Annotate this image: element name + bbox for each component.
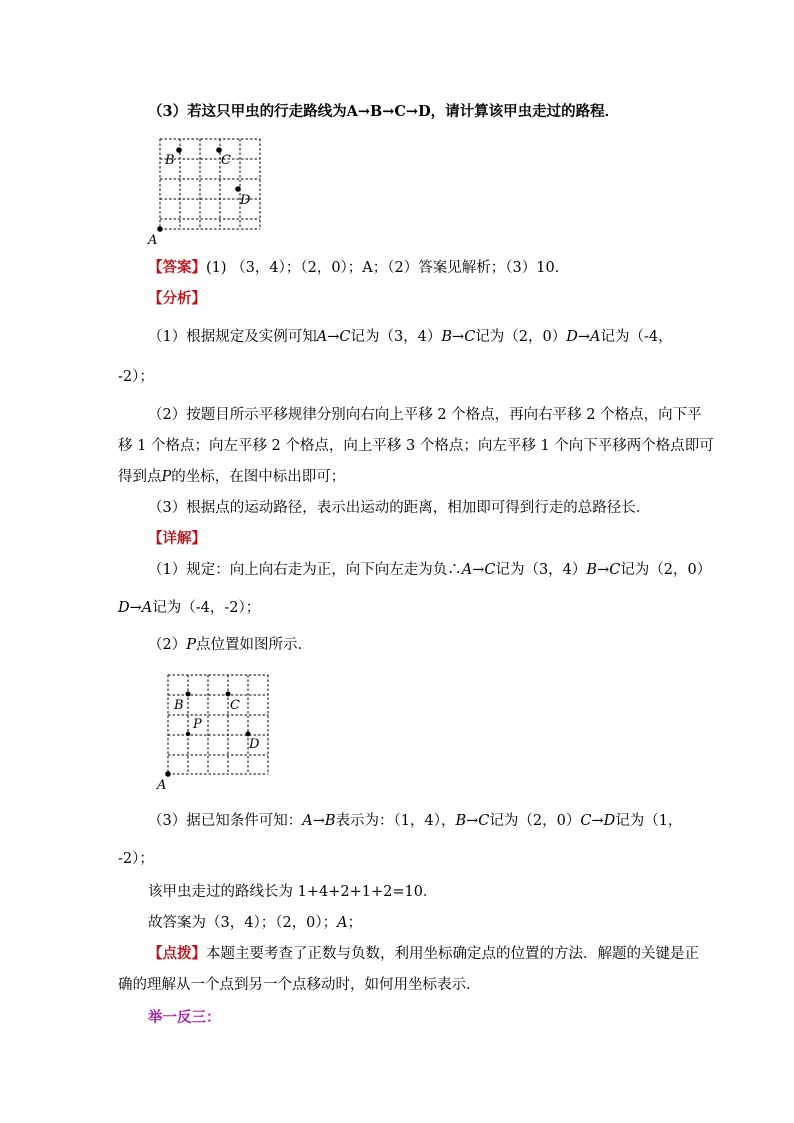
detail-line1: [148, 560, 711, 580]
detail-line7: [148, 913, 362, 933]
analysis-p2-text: 得到点: [118, 469, 162, 485]
detail-l4-ab: A→B: [302, 813, 336, 829]
detail-l4-cd-value: 记为（1，: [615, 813, 683, 829]
analysis-p2-text-end: 的坐标，在图中标出即可；: [171, 469, 346, 485]
grid-figure-1: [145, 130, 285, 250]
detail-l2-da: D→A: [118, 600, 153, 616]
section-heading: 举一反三：: [148, 1009, 221, 1026]
detail-line5: -2）；: [118, 851, 154, 867]
label-b: B: [165, 153, 175, 168]
analysis-p2-line3: [118, 467, 345, 487]
detail-l7-end: ；: [347, 915, 363, 931]
answer-line: [148, 258, 569, 278]
tip-line2: 确的理解从一个点到另一个点移动时，如何用坐标表示．: [118, 977, 481, 993]
detail-l2-da-value: 记为（-4，-2）；: [152, 600, 261, 616]
analysis-p2-line1: （2）按题目所示平移规律分别向右向上平移 2 个格点，再向右平移 2 个格点，向下平: [148, 407, 702, 423]
label-b: B: [174, 698, 184, 713]
point-d: [235, 186, 241, 192]
answer-tag: 【答案】: [148, 259, 206, 276]
detail-tag: 【详解】: [148, 530, 206, 547]
analysis-p1-ac-value: 记为（3，4）: [350, 329, 442, 345]
point-c: [216, 147, 222, 153]
analysis-p1-bc-value: 记为（2，0）: [475, 329, 567, 345]
detail-l3-num: （2）: [148, 637, 187, 653]
label-p: P: [193, 717, 202, 732]
point-b: [186, 692, 191, 697]
detail-l1-ac-value: 记为（3，4）: [495, 562, 587, 578]
detail-l1-bc-value: 记为（2，0）: [620, 562, 712, 578]
detail-line3: [148, 635, 312, 655]
detail-l1-ac: A→C: [461, 562, 496, 578]
label-c: C: [230, 698, 240, 713]
analysis-p1-da-value: 记为（-4，: [600, 329, 673, 345]
detail-l7-a: A: [337, 915, 348, 931]
label-d: D: [240, 193, 251, 208]
label-a: A: [157, 778, 167, 793]
detail-line2: [118, 598, 260, 618]
detail-l4-bc: B→C: [455, 813, 490, 829]
point-p: [186, 732, 190, 736]
detail-line6: 该甲虫走过的路线长为 1+4+2+1+2=10．: [148, 884, 438, 900]
analysis-p1: [148, 327, 673, 347]
detail-l4-cd: C→D: [580, 813, 616, 829]
label-d: D: [249, 737, 260, 752]
question-3: （3）若这只甲虫的行走路线为A→B→C→D，请计算该甲虫走过的路程．: [148, 103, 620, 120]
tip-text: 本题主要考查了正数与负数，利用坐标确定点的位置的方法．解题的关键是正: [206, 946, 699, 962]
analysis-p1-ac: A→C: [316, 329, 351, 345]
tip-tag: 【点拨】: [148, 945, 206, 962]
detail-l7-text: 故答案为（3，4）；（2，0）；: [148, 915, 338, 931]
detail-l3-point: P: [186, 637, 196, 653]
point-c: [226, 692, 231, 697]
analysis-p1-bc: B→C: [441, 329, 476, 345]
detail-line4: [148, 811, 682, 831]
analysis-p1-text: （1）根据规定及实例可知: [148, 329, 317, 345]
detail-l4-ab-value: 表示为：（1，4），: [335, 813, 456, 829]
detail-l1-text: （1）规定：向上向右走为正，向下向左走为负∴: [148, 562, 462, 578]
detail-l4-text: （3）据已知条件可知：: [148, 813, 303, 829]
label-a: A: [148, 233, 158, 248]
point-b: [176, 147, 182, 153]
analysis-p1-cont: -2）；: [118, 369, 154, 385]
analysis-p2-point: P: [161, 469, 172, 485]
detail-l1-bc: B→C: [586, 562, 621, 578]
point-a: [165, 771, 171, 777]
tip-line1: [148, 944, 699, 964]
analysis-p2-line2: 移 1 个格点；向左平移 2 个格点，向上平移 3 个格点；向左平移 1 个向下平移两个格点即可: [118, 438, 714, 454]
analysis-p1-da: D→A: [566, 329, 601, 345]
point-d: [246, 732, 251, 737]
grid-figure-2: [155, 670, 295, 795]
label-c: C: [221, 153, 231, 168]
point-a: [157, 226, 163, 232]
detail-l3-text: 点位置如图所示．: [196, 637, 312, 653]
analysis-p3: （3）根据点的运动路径，表示出运动的距离，相加即可得到行走的总路径长．: [148, 500, 651, 516]
answer-text: (1) （3，4）；（2，0）；A；（2）答案见解析；（3）10．: [206, 260, 570, 276]
detail-l4-bc-value: 记为（2，0）: [489, 813, 581, 829]
analysis-tag: 【分析】: [148, 290, 206, 307]
